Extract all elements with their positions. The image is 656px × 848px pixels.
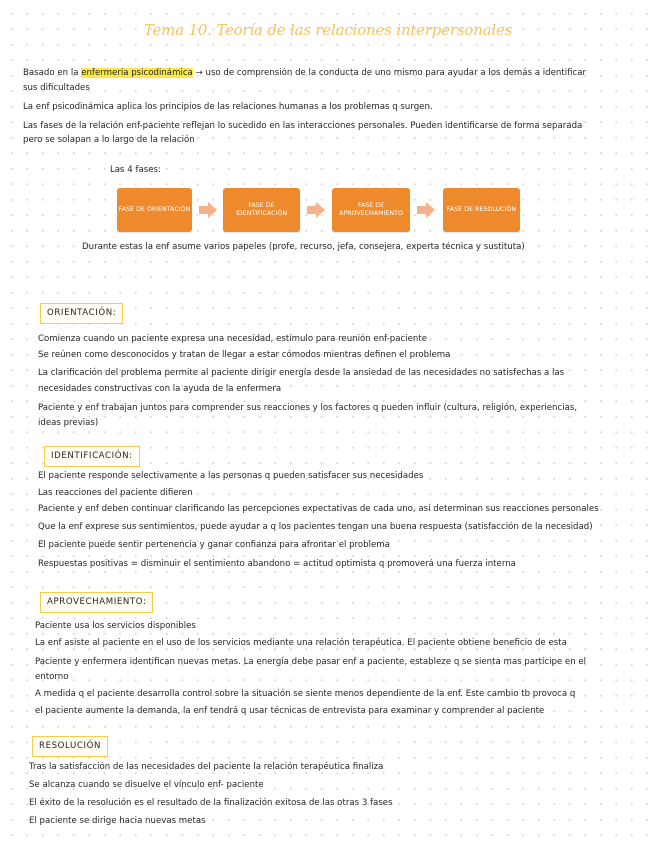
resolucion-line: El paciente se dirige hacia nuevas metas xyxy=(29,816,206,826)
orientacion-line: necesidades constructivas con la ayuda de la enfermera xyxy=(38,384,282,394)
phase-box-identificacion xyxy=(223,188,300,232)
section-heading-identificacion: IDENTIFICACIÓN: xyxy=(44,446,140,467)
aprovechamiento-line: Paciente y enfermera identifican nuevas metas. La energía debe pasar enf a paciente, estableze q se sienta mas partícipe en el xyxy=(35,657,587,667)
orientacion-line: La clarificación del problema permite al paciente dirigir energía desde la ansiedad de las necesidades no satisfechas a las xyxy=(38,368,565,378)
intro-line-1 xyxy=(23,67,586,80)
phase-box-orientacion xyxy=(117,188,192,232)
phase-box-label: FASE DE APROVECHAMIENTO xyxy=(339,202,403,217)
resolucion-line: Tras la satisfacción de las necesidades del paciente la relación terapéutica finaliza xyxy=(29,762,384,772)
aprovechamiento-line: A medida q el paciente desarrolla control sobre la situación se siente menos dependiente de la enf. Este cambio tb provoca q xyxy=(35,689,576,699)
arrow-right-icon xyxy=(417,202,435,218)
intro-line-1-post: → uso de comprensión de la conducta de uno mismo para ayudar a los demás a identificar xyxy=(192,68,587,78)
identificacion-line: Paciente y enf deben continuar clarificando las percepciones expectativas de cada uno, así determinan sus reacciones personales xyxy=(38,504,599,514)
intro-line-1-pre: Basado en la xyxy=(23,68,82,78)
orientacion-line: Se reúnen como desconocidos y tratan de llegar a estar cómodos mientras definen el problema xyxy=(38,350,451,360)
highlighted-term: enfermería psicodinámica xyxy=(81,68,193,78)
orientacion-line: ideas previas) xyxy=(38,418,99,428)
page-title: Tema 10. Teoría de las relaciones interpersonales xyxy=(143,21,513,39)
arrow-right-icon xyxy=(307,202,325,218)
phases-label: Las 4 fases: xyxy=(110,165,161,175)
phase-box-label: FASE DE RESOLUCIÓN xyxy=(446,206,517,213)
intro-line-5: pero se solapan a lo largo de la relación xyxy=(23,135,195,145)
identificacion-line: Las reacciones del paciente difieren xyxy=(38,488,193,498)
resolucion-line: El éxito de la resolución es el resultado de la finalización exitosa de las otras 3 fases xyxy=(29,798,393,808)
intro-line-3: La enf psicodinámica aplica los principios de las relaciones humanas a los problemas q surgen. xyxy=(23,102,433,112)
section-heading-orientacion: ORIENTACIÓN: xyxy=(40,303,123,324)
aprovechamiento-line: La enf asiste al paciente en el uso de los servicios mediante una relación terapéutica. El paciente obtiene beneficio de esta xyxy=(35,638,567,648)
orientacion-line: Paciente y enf trabajan juntos para comprender sus reacciones y los factores q pueden influir (cultura, religión, experiencias, xyxy=(38,403,578,413)
phase-box-label: FASE DE IDENTIFICACIÓN xyxy=(235,202,288,217)
phase-box-label: FASE DE ORIENTACIÓN xyxy=(118,206,191,213)
intro-line-4: Las fases de la relación enf-paciente reflejan lo sucedido en las interacciones personales. Pueden identificarse de forma separada xyxy=(23,121,583,131)
identificacion-line: El paciente puede sentir pertenencia y ganar confianza para afrontar el problema xyxy=(38,540,390,550)
aprovechamiento-line: Paciente usa los servicios disponibles xyxy=(35,621,196,631)
resolucion-line: Se alcanza cuando se disuelve el vínculo enf- paciente xyxy=(29,780,264,790)
aprovechamiento-line: el paciente aumente la demanda, la enf tendrá q usar técnicas de entrevista para examinar y comprender al paciente xyxy=(35,706,545,716)
arrow-right-icon xyxy=(199,202,217,218)
section-heading-aprovechamiento: APROVECHAMIENTO: xyxy=(40,592,153,613)
roles-line: Durante estas la enf asume varios papeles (profe, recurso, jefa, consejera, experta técnica y sustituta) xyxy=(82,242,525,252)
identificacion-line: El paciente responde selectivamente a las personas q pueden satisfacer sus necesidades xyxy=(38,471,424,481)
aprovechamiento-line: entorno xyxy=(35,672,69,682)
orientacion-line: Comienza cuando un paciente expresa una necesidad, estímulo para reunión enf-paciente xyxy=(38,334,428,344)
identificacion-line: Que la enf exprese sus sentimientos, puede ayudar a q los pacientes tengan una buena respuesta (satisfacción de la necesidad) xyxy=(38,522,593,532)
identificacion-line: Respuestas positivas = disminuir el sentimiento abandono = actitud optimista q promoverá una fuerza interna xyxy=(38,559,516,569)
phase-box-resolucion xyxy=(443,188,520,232)
phase-box-aprovechamiento xyxy=(332,188,410,232)
intro-line-2: sus dificultades xyxy=(23,83,90,93)
section-heading-resolucion: RESOLUCIÓN xyxy=(32,736,108,757)
